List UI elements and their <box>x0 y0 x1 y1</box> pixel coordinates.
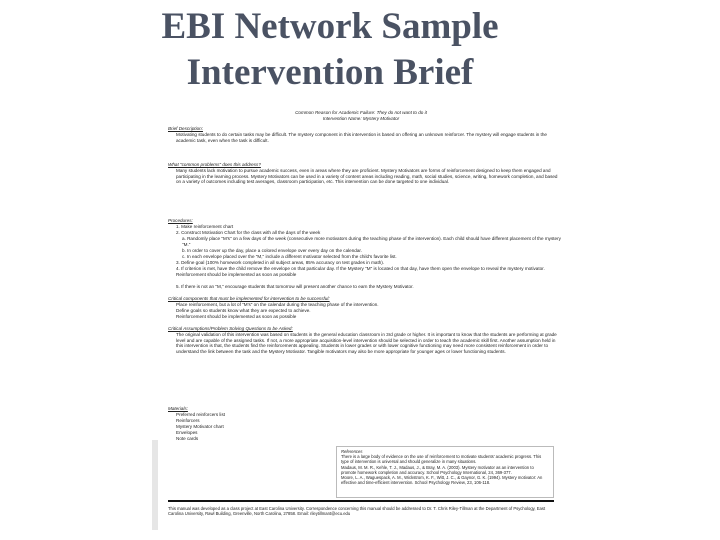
brief-description-text: Motivating students to do certain tasks may be difficult. The mystery component in this intervention is based on offering an unknown reinforcer. The mystery will engage students in the academic task, even when the task is difficult. <box>176 132 547 143</box>
materials-item: Preferred reinforcers list <box>176 412 226 417</box>
critical-components-heading: Critical components that must be implemented for intervention to be successful: <box>168 296 330 301</box>
brief-description-heading: Brief Description: <box>168 126 203 131</box>
doc-header-line2: Intervention Name: Mystery Motivator <box>322 116 400 121</box>
footer-rule <box>168 500 554 502</box>
critical-item: Place reinforcement, but a lot of "M's" on the calendar during the teaching phase of the intervention. <box>176 302 379 307</box>
slide-title <box>0 4 660 96</box>
references-box <box>336 446 554 498</box>
slide-title-line1: EBI Network Sample <box>161 6 499 47</box>
procedure-item: 3. Define goal (100% homework completed in all subject areas, 85% accuracy on test grades in math). <box>176 260 385 265</box>
reference-item: Madaus, M. M. R., Kehle, T. J., Madaus, J., & Bray, M. A. (2003). Mystery motivator as an intervention to promote homework completion and accuracy. School Psychology International, 24, 369-377. <box>341 464 534 475</box>
materials-heading: Materials: <box>168 406 188 411</box>
procedure-item: a. Randomly place "M's" on a few days of the week (consecutive more motivators during the teaching phase of the intervention). Each child should have different placement of the mystery "M." <box>182 236 561 247</box>
slide-title-line2: Intervention Brief <box>186 52 474 93</box>
critical-item: Reinforcement should be implemented as soon as possible <box>176 314 297 319</box>
critical-item: Define goals so students know what they are expected to achieve. <box>176 308 311 313</box>
doc-header-line1: Common Reason for Academic Failure: They do not want to do it <box>295 110 427 115</box>
materials-item: Note cards <box>176 436 199 441</box>
materials-item: Reinforcers <box>176 418 200 423</box>
materials-item: Envelopes <box>176 430 198 435</box>
procedure-item: 2. Construct Motivation Chart for the class with all the days of the week <box>176 230 321 235</box>
common-problems-heading: What "common problems" does this address? <box>168 162 261 167</box>
procedure-item: 1. Make reinforcement chart <box>176 224 234 229</box>
reference-item: Moore, L. A., Waguespack, A. M., Wickstrom, K. F., Witt, J. C., & Gaynor, G. K. (1994). Mystery motivator: An effective and time-efficient intervention. School Psychology Review, 23, 106-118. <box>341 475 543 486</box>
procedure-item: b. In order to cover up the day, place a colored envelope over every day on the calendar. <box>182 248 362 253</box>
materials-item: Mystery Motivator chart <box>176 424 224 429</box>
procedure-item: 5. If there is not an "M," encourage students that tomorrow will present another chance to earn the Mystery Motivator. <box>176 284 414 289</box>
assumptions-text: The original validation of this intervention was based on students in the general education classroom in 3rd grade or higher. It is important to know that the students are performing at grade level and are capable of the assigned tasks. If not, a more appropriate acquisition-level intervention should be selected in order to teach the academic skill first. Another assumption held in this intervention is that, the students find the reinforcements appealing. Students in lower grades or with lower cognitive functioning may need more consistent reinforcement in order to understand the link between the task and the Mystery Motivator. Tangible motivators may also be more appropriate for younger ages or lower functioning students. <box>176 332 557 354</box>
assumptions-heading: Critical Assumptions/Problem Solving Questions to be Asked: <box>168 326 293 331</box>
procedure-item: c. In each envelope placed over the "M," include a different motivator selected from the child's favorite list. <box>182 254 397 259</box>
procedures-heading: Procedures: <box>168 218 193 223</box>
common-problems-text: Many students lack motivation to pursue academic success, even in areas where they are proficient. Mystery Motivators are forms of reinforcement designed to keep them engaged and participating in the learning process. Mystery Motivators can be used in a variety of content areas including reading, math, social studies, science, writing, homework completion, and based on a variety of outcomes including test averages, classroom participation, etc. This intervention can be done targeted to one individual. <box>176 168 558 185</box>
references-heading: References <box>341 449 363 454</box>
document-footer: This manual was developed as a class project at East Carolina University. Correspondence concerning this manual should be addressed to Dr. T. Chris Riley-Tillman at the Department of Psychology, East Carolina University, Rawl Building, Greenville, North Carolina, 27858. Email: rileytillmant@ecu.edu <box>168 506 546 517</box>
procedure-item: 4. If criterion is met, have the child remove the envelope on that particular day. If the Mystery "M" is located on that day, have them open the envelope to reveal the mystery motivator. Reinforcement should be implemented as soon as possible <box>176 266 545 277</box>
page-edge-shadow <box>152 440 158 530</box>
reference-item: There is a large body of evidence on the use of reinforcement to motivate students' academic progress. This type of intervention is universal and should generalize in many situations. <box>341 454 542 465</box>
